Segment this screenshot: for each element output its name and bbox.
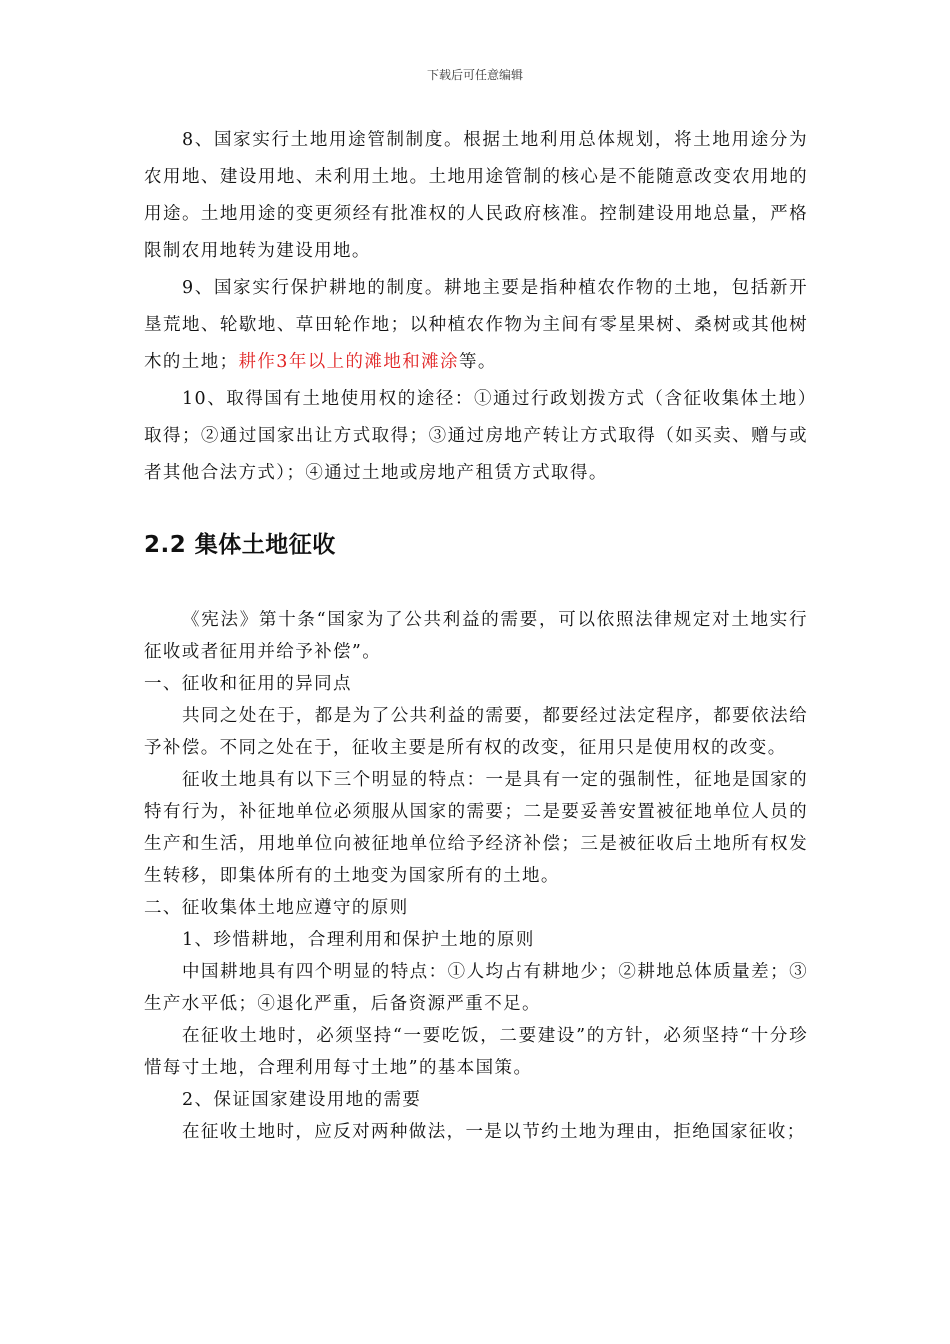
- item-9-highlight: 耕作3年以上的滩地和滩涂: [238, 352, 459, 372]
- constitution-quote: 《宪法》第十条“国家为了公共利益的需要，可以依照法律规定对土地实行征收或者征用并给予补偿”。: [144, 610, 808, 662]
- document-body: [144, 122, 808, 1148]
- subheading-principles: 二、征收集体土地应遵守的原则: [144, 898, 409, 918]
- principle-1-title: 1、珍惜耕地，合理利用和保护土地的原则: [182, 930, 535, 950]
- section-heading: 2.2 集体土地征收: [144, 532, 336, 558]
- page-header: 下载后可任意编辑: [426, 68, 523, 82]
- principle-2-title: 2、保证国家建设用地的需要: [182, 1090, 422, 1110]
- principle-1-paragraph-2: 在征收土地时，必须坚持“一要吃饭，二要建设”的方针，必须坚持“十分珍惜每寸土地，合理利用每寸土地”的基本国策。: [144, 1026, 808, 1078]
- paragraph-item-9: [144, 270, 808, 381]
- principle-2-paragraph-1: 在征收土地时，应反对两种做法，一是以节约土地为理由，拒绝国家征收；: [182, 1122, 806, 1142]
- item-9-text: 9、国家实行保护耕地的制度。耕地主要是指种植农作物的土地，包括新开垦荒地、轮歇地、草田轮作地；以种植农作物为主间有零星果树、桑树或其他树木的土地；: [144, 278, 808, 372]
- paragraph-item-10: 10、取得国有土地使用权的途径：①通过行政划拨方式（含征收集体土地）取得；②通过国家出让方式取得；③通过房地产转让方式取得（如买卖、赠与或者其他合法方式）；④通过土地或房地产租赁方式取得。: [144, 389, 808, 483]
- paragraph-similarities: 共同之处在于，都是为了公共利益的需要，都要经过法定程序，都要依法给予补偿。不同之处在于，征收主要是所有权的改变，征用只是使用权的改变。: [144, 706, 808, 758]
- subheading-similarities: 一、征收和征用的异同点: [144, 674, 352, 694]
- paragraph-item-8: 8、国家实行土地用途管制制度。根据土地利用总体规划，将土地用途分为农用地、建设用地、未利用土地。土地用途管制的核心是不能随意改变农用地的用途。土地用途的变更须经有批准权的人民政府核准。控制建设用地总量，严格限制农用地转为建设用地。: [144, 130, 808, 261]
- item-9-end: 等。: [458, 352, 497, 372]
- principle-1-paragraph-1: 中国耕地具有四个明显的特点：①人均占有耕地少；②耕地总体质量差；③生产水平低；④退化严重，后备资源严重不足。: [144, 962, 808, 1014]
- paragraph-features: 征收土地具有以下三个明显的特点：一是具有一定的强制性，征地是国家的特有行为，补征地单位必须服从国家的需要；二是要妥善安置被征地单位人员的生产和生活，用地单位向被征地单位给予经济补偿；三是被征收后土地所有权发生转移，即集体所有的土地变为国家所有的土地。: [144, 770, 808, 886]
